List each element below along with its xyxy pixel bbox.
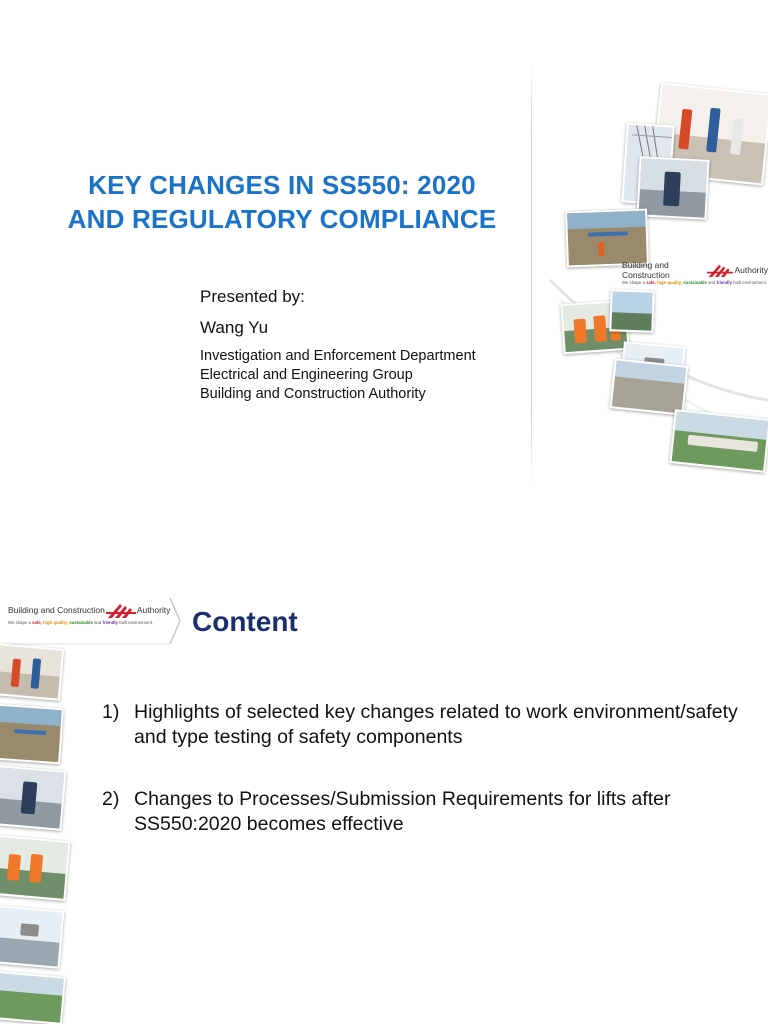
bca-logo-icon bbox=[707, 260, 733, 280]
slide-title-line-1: KEY CHANGES IN SS550: 2020 bbox=[88, 170, 476, 200]
content-list bbox=[102, 700, 742, 874]
small-tagline-suffix: built environment. bbox=[119, 620, 154, 625]
logo-tagline bbox=[622, 280, 768, 285]
content-title: Content bbox=[192, 606, 298, 637]
bca-logo bbox=[622, 260, 768, 285]
tagline-quality: high quality, bbox=[657, 280, 683, 285]
photo-inspector-in-lift bbox=[636, 156, 709, 220]
photo-construction-site bbox=[565, 209, 649, 268]
photo-building-exterior bbox=[610, 358, 689, 415]
slide-title-line-2: AND REGULATORY COMPLIANCE bbox=[67, 204, 497, 234]
logo-text-right: Authority bbox=[734, 265, 768, 275]
tagline-sustainable: sustainable bbox=[683, 280, 707, 285]
header-chevron bbox=[0, 596, 182, 646]
affiliation-department: Investigation and Enforcement Department bbox=[200, 348, 476, 364]
tagline-and: and bbox=[708, 280, 716, 285]
affiliation-group: Electrical and Engineering Group bbox=[200, 367, 413, 383]
strip-photo-building bbox=[0, 971, 66, 1024]
tagline-prefix: We shape a bbox=[622, 280, 645, 285]
strip-photo-team bbox=[0, 835, 70, 901]
slide-title bbox=[40, 168, 524, 236]
presenter-affiliation bbox=[200, 347, 476, 404]
strip-photo-crane bbox=[0, 905, 64, 969]
presenter-name: Wang Yu bbox=[200, 318, 269, 337]
strip-photo-inspector bbox=[0, 765, 66, 831]
small-tagline-friendly: friendly bbox=[102, 620, 119, 625]
photo-strip bbox=[0, 644, 72, 1024]
tagline-friendly: friendly bbox=[716, 280, 733, 285]
item-2-text: Changes to Processes/Submission Requirements for lifts after SS550:2020 becomes effective bbox=[134, 788, 671, 835]
logo-small-text-right: Authority bbox=[136, 605, 171, 615]
logo-text-left: Building and Construction bbox=[622, 260, 670, 280]
strip-photo-workers bbox=[0, 643, 64, 701]
small-tagline-prefix: We shape a bbox=[8, 620, 31, 625]
item-1-text: Highlights of selected key changes related to work environment/safety and type testing of safety components bbox=[134, 701, 738, 748]
content-slide bbox=[0, 572, 768, 1024]
item-2-number: 2) bbox=[102, 788, 120, 810]
small-tagline-safe: safe, bbox=[32, 620, 42, 625]
small-tagline-quality: high quality, bbox=[43, 620, 69, 625]
photo-rooftop bbox=[609, 289, 654, 333]
presented-by-label: Presented by: bbox=[200, 287, 305, 306]
tagline-safe: safe, bbox=[646, 280, 656, 285]
content-slide-header bbox=[0, 596, 182, 646]
content-list-item-1 bbox=[102, 700, 742, 750]
logo-small-text-left: Building and Construction bbox=[8, 605, 105, 615]
small-tagline-sustainable: sustainable bbox=[69, 620, 93, 625]
tagline-suffix: built environment. bbox=[733, 280, 768, 285]
item-1-number: 1) bbox=[102, 701, 120, 723]
small-tagline-and: and bbox=[94, 620, 102, 625]
strip-photo-construction bbox=[0, 704, 64, 764]
affiliation-organization: Building and Construction Authority bbox=[200, 386, 426, 402]
photo-modern-building bbox=[669, 409, 768, 473]
content-list-item-2 bbox=[102, 787, 742, 837]
